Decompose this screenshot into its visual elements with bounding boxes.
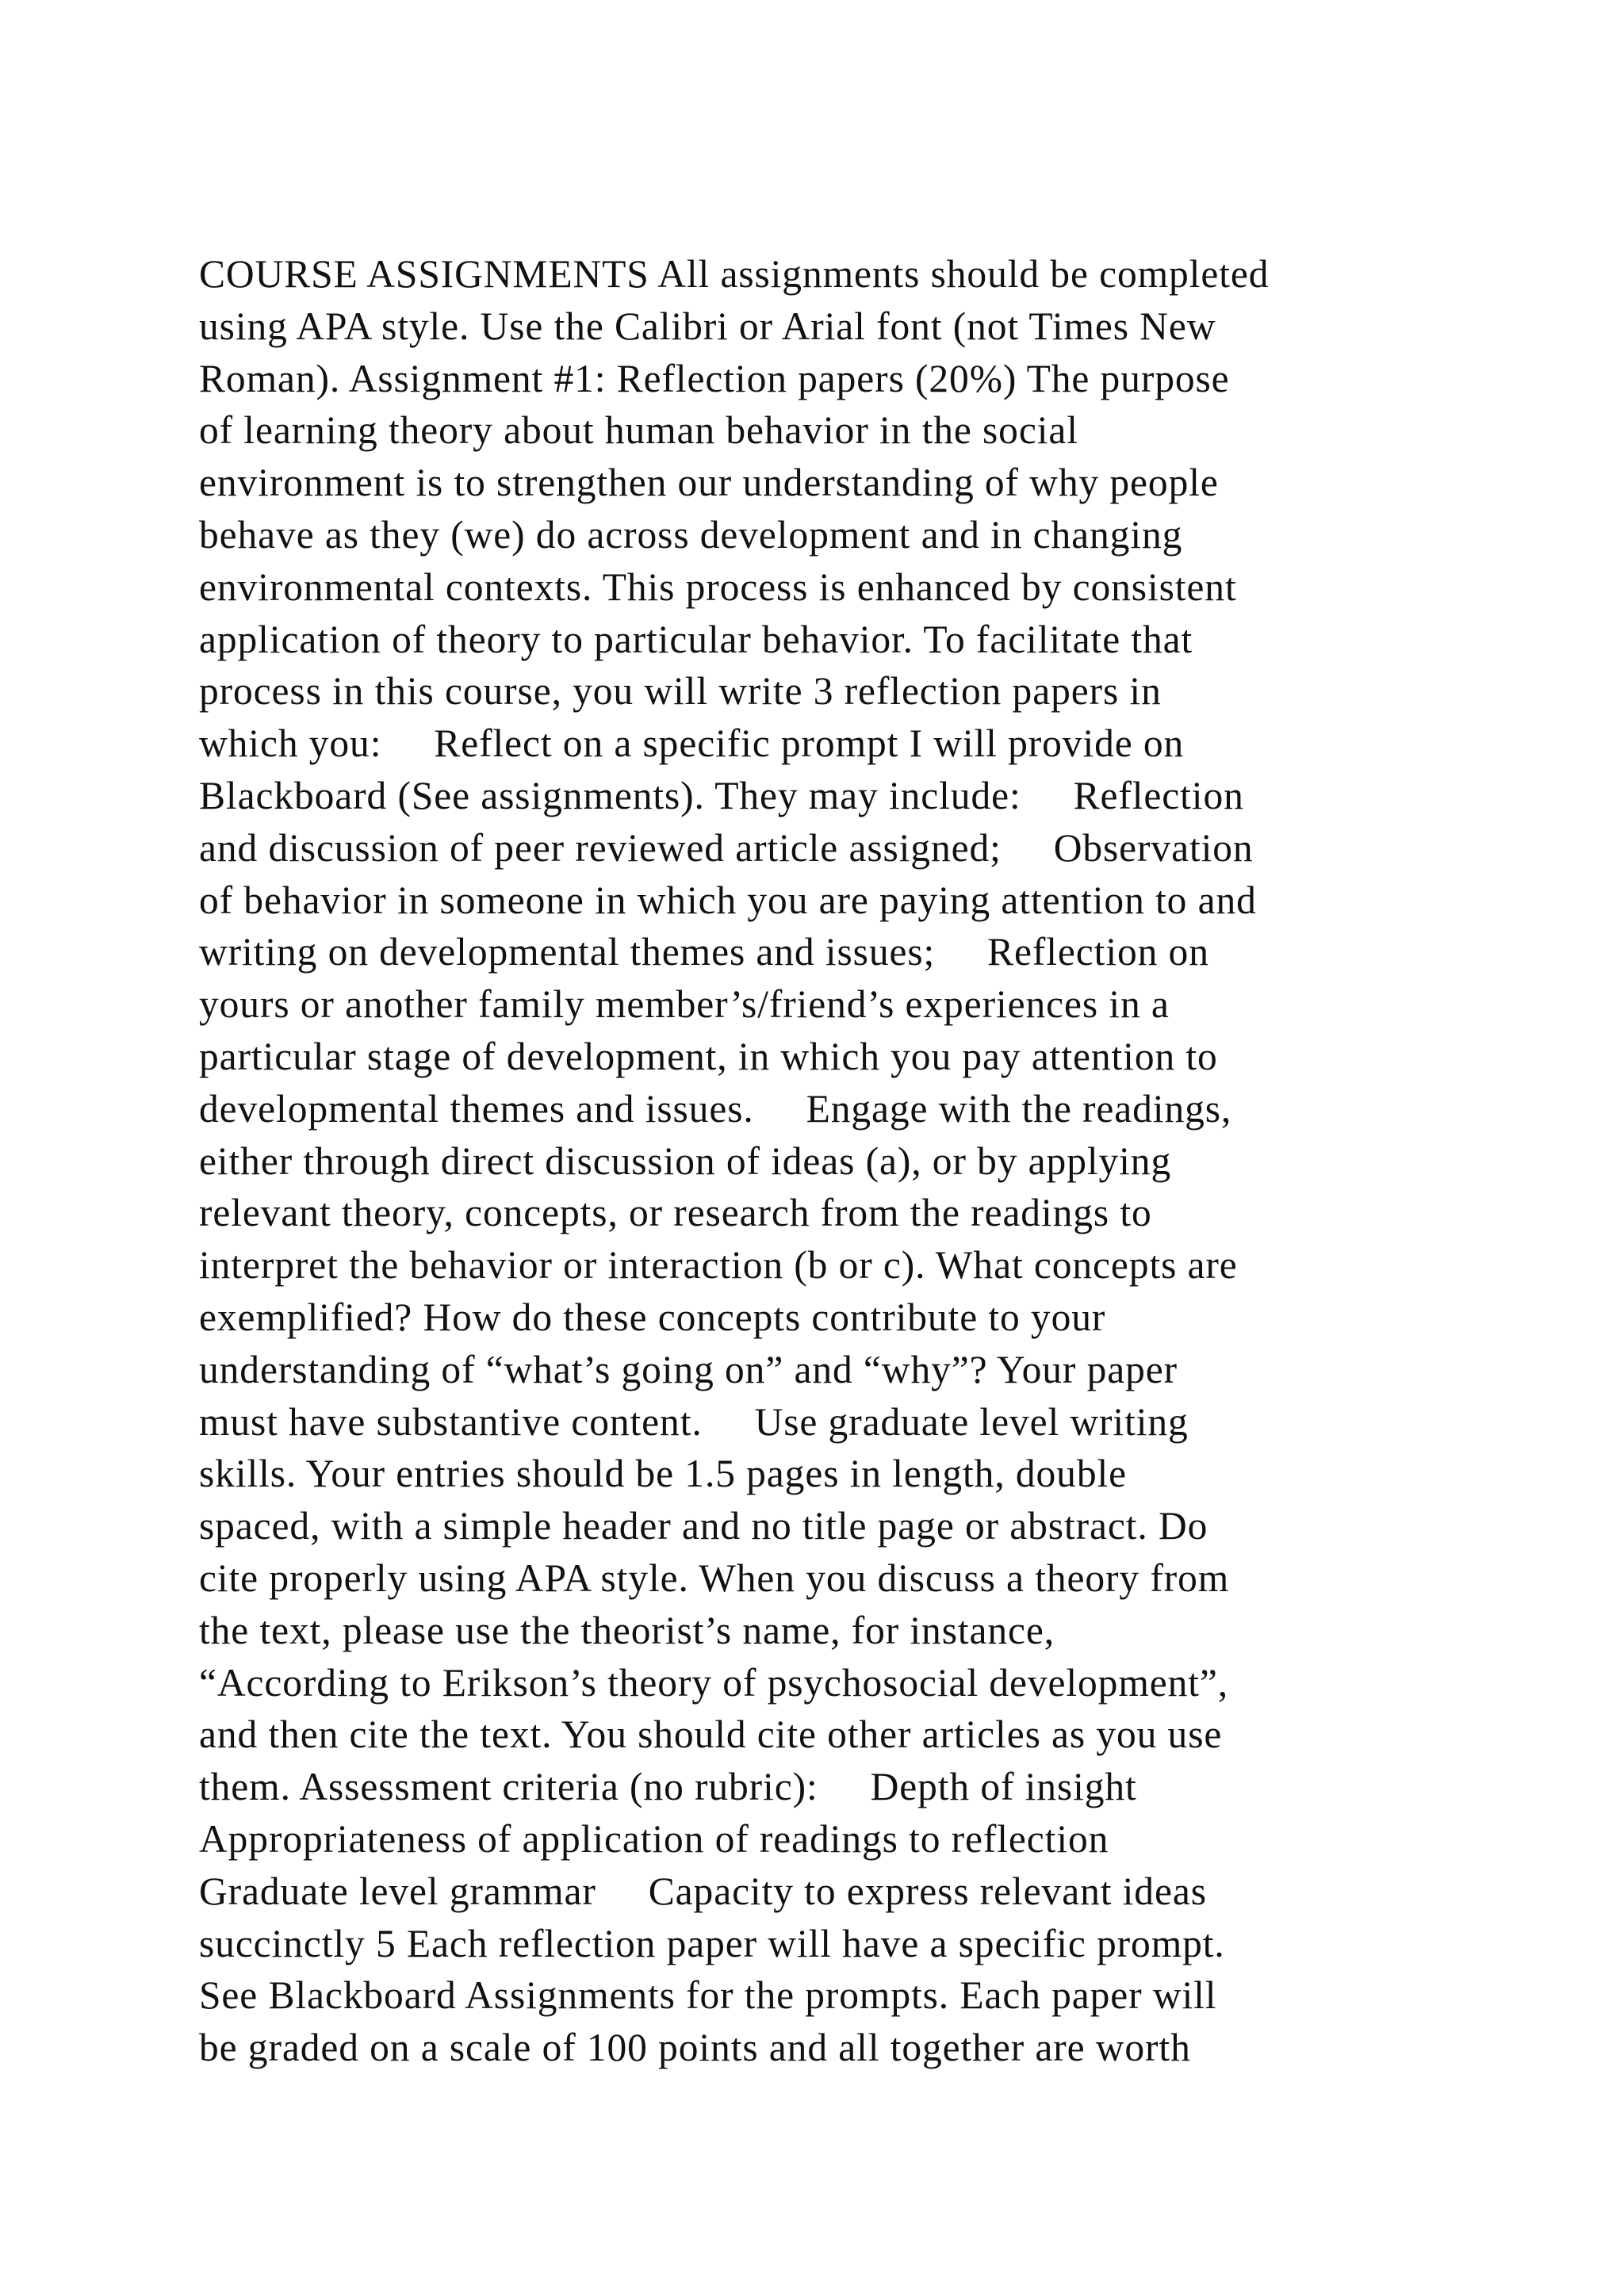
text-line: COURSE ASSIGNMENTS All assignments should be completed (199, 252, 1270, 296)
text-line: relevant theory, concepts, or research from the readings to (199, 1191, 1152, 1235)
text-line: and then cite the text. You should cite other articles as you use (199, 1712, 1223, 1757)
text-line: understanding of “what’s going on” and “why”? Your paper (199, 1347, 1178, 1391)
text-line: yours or another family member’s/friend’s experiences in a (199, 982, 1170, 1027)
text-line: must have substantive content. Use graduate level writing (199, 1399, 1147, 1444)
text-line: behave as they (we) do across development and in changing (199, 512, 1183, 557)
text-line: the text, please use the theorist’s name, for instance, (199, 1608, 1055, 1652)
text-line: exemplified? How do these concepts contribute to your (199, 1295, 1106, 1339)
text-line: process in this course, you will write 3 reflection papers in (199, 669, 1162, 714)
assignment-text (199, 248, 1452, 2074)
text-line: writing on developmental themes and issues; Reflection on (199, 930, 1168, 974)
text-line: environmental contexts. This process is enhanced by consistent (199, 564, 1237, 609)
text-line: cite properly using APA style. When you discuss a theory from (199, 1556, 1230, 1600)
text-line: application of theory to particular behavior. To facilitate that (199, 617, 1193, 661)
text-line: either through direct discussion of ideas (a), or by applying (199, 1138, 1172, 1183)
text-line: of learning theory about human behavior in the social (199, 408, 1078, 453)
text-line: and discussion of peer reviewed article assigned; Observation (199, 825, 1212, 870)
text-line: skills. Your entries should be 1.5 pages in length, double (199, 1452, 1128, 1496)
text-line: Graduate level grammar Capacity to express relevant ideas (199, 1869, 1166, 1913)
text-line: be graded on a scale of 100 points and all together are worth (199, 2026, 1191, 2070)
text-line: developmental themes and issues. Engage with the readings, (199, 1086, 1190, 1131)
text-line: Appropriateness of application of readings to reflection (199, 1816, 1109, 1861)
text-line: spaced, with a simple header and no title page or abstract. Do (199, 1504, 1208, 1548)
text-line: “According to Erikson’s theory of psychosocial development”, (199, 1660, 1229, 1705)
text-line: them. Assessment criteria (no rubric): Depth of insight (199, 1765, 1096, 1809)
text-line: particular stage of development, in which you pay attention to (199, 1034, 1218, 1078)
text-line: succinctly 5 Each reflection paper will have a specific prompt. (199, 1921, 1225, 1965)
text-line: using APA style. Use the Calibri or Arial font (not Times New (199, 304, 1216, 348)
text-line: environment is to strengthen our understanding of why people (199, 461, 1219, 505)
text-line: See Blackboard Assignments for the prompts. Each paper will (199, 1973, 1217, 2018)
text-line: Roman). Assignment #1: Reflection papers (20%) The purpose (199, 356, 1230, 400)
text-line: of behavior in someone in which you are paying attention to and (199, 878, 1257, 922)
text-line: which you: Reflect on a specific prompt I will provide on (199, 721, 1143, 766)
text-line: Blackboard (See assignments). They may include: Reflection (199, 773, 1203, 817)
text-line: interpret the behavior or interaction (b or c). What concepts are (199, 1243, 1238, 1288)
